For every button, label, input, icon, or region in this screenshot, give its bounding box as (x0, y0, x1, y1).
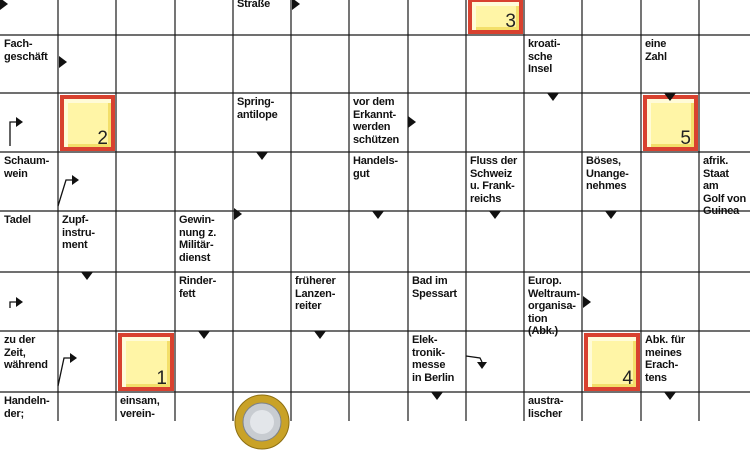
answer-cell[interactable] (58, 152, 116, 211)
clue-rinderfett: Rinder- fett (179, 275, 217, 300)
answer-cell[interactable] (291, 211, 349, 272)
answer-cell[interactable] (408, 211, 466, 272)
answer-cell[interactable] (408, 152, 466, 211)
clue-zu-der-zeit: zu der Zeit, während (4, 334, 48, 371)
answer-cell[interactable] (466, 93, 524, 152)
answer-cell[interactable] (524, 211, 582, 272)
solution-number: 5 (680, 128, 691, 149)
clue-lanzenreiter: früherer Lanzen- reiter (295, 275, 336, 312)
clue-zupfinstrument: Zupf- instru- ment (62, 214, 95, 251)
answer-cell[interactable] (116, 152, 175, 211)
answer-cell[interactable] (466, 392, 524, 421)
answer-cell[interactable] (291, 0, 349, 35)
answer-cell[interactable] (582, 392, 641, 421)
clue-handelsgut: Handels- gut (353, 155, 398, 180)
answer-cell[interactable] (58, 35, 116, 93)
answer-cell[interactable] (466, 35, 524, 93)
clue-schaumwein: Schaum- wein (4, 155, 50, 180)
answer-cell[interactable] (291, 35, 349, 93)
answer-cell[interactable] (291, 152, 349, 211)
solution-number: 3 (505, 11, 516, 32)
answer-cell[interactable] (116, 0, 175, 35)
answer-cell[interactable] (699, 93, 750, 152)
answer-cell[interactable] (699, 331, 750, 392)
answer-cell[interactable] (699, 0, 750, 35)
answer-cell[interactable] (58, 0, 116, 35)
clue-fachgeschaeft: Fach- geschäft (4, 38, 48, 63)
answer-cell[interactable] (524, 0, 582, 35)
clue-bad-spessart: Bad im Spessart (412, 275, 457, 300)
answer-cell[interactable] (641, 152, 699, 211)
answer-cell[interactable] (349, 331, 408, 392)
answer-cell[interactable] (641, 0, 699, 35)
answer-cell[interactable] (524, 93, 582, 152)
clue-boeses: Böses, Unange- nehmes (586, 155, 629, 192)
clue-fluss: Fluss der Schweiz u. Frank- reichs (470, 155, 518, 205)
answer-cell[interactable] (175, 35, 233, 93)
answer-cell[interactable] (466, 211, 524, 272)
solution-cell[interactable] (584, 333, 640, 391)
answer-cell[interactable] (291, 93, 349, 152)
solution-cell[interactable] (643, 95, 698, 151)
answer-cell[interactable] (116, 35, 175, 93)
answer-cell[interactable] (349, 0, 408, 35)
answer-cell[interactable] (582, 211, 641, 272)
clue-abk-erachtens: Abk. für meines Erach- tens (645, 334, 685, 384)
answer-cell[interactable] (699, 272, 750, 331)
answer-cell[interactable] (349, 392, 408, 421)
answer-cell[interactable] (408, 392, 466, 421)
answer-cell[interactable] (0, 0, 58, 35)
answer-cell[interactable] (349, 35, 408, 93)
answer-cell[interactable] (524, 331, 582, 392)
answer-cell[interactable] (175, 331, 233, 392)
answer-cell[interactable] (582, 93, 641, 152)
coin-highlight (250, 410, 274, 434)
answer-cell[interactable] (116, 211, 175, 272)
answer-cell[interactable] (641, 392, 699, 421)
solution-number: 2 (97, 128, 108, 149)
answer-cell[interactable] (408, 93, 466, 152)
answer-cell[interactable] (699, 35, 750, 93)
answer-cell[interactable] (175, 392, 233, 421)
answer-cell[interactable] (175, 93, 233, 152)
answer-cell[interactable] (349, 272, 408, 331)
answer-cell[interactable] (233, 152, 291, 211)
answer-cell[interactable] (641, 272, 699, 331)
answer-cell[interactable] (58, 331, 116, 392)
answer-cell[interactable] (408, 35, 466, 93)
solution-cell[interactable] (118, 333, 174, 391)
answer-cell[interactable] (524, 152, 582, 211)
clue-gewinnung: Gewin- nung z. Militär- dienst (179, 214, 217, 264)
solution-cell[interactable] (468, 0, 523, 34)
answer-cell[interactable] (699, 211, 750, 272)
answer-cell[interactable] (408, 0, 466, 35)
answer-cell[interactable] (291, 392, 349, 421)
answer-cell[interactable] (582, 35, 641, 93)
euro-coin-icon (233, 392, 293, 432)
answer-cell[interactable] (116, 272, 175, 331)
answer-cell[interactable] (582, 0, 641, 35)
answer-cell[interactable] (0, 93, 58, 152)
answer-cell[interactable] (641, 211, 699, 272)
answer-cell[interactable] (291, 331, 349, 392)
answer-cell[interactable] (233, 35, 291, 93)
answer-cell[interactable] (466, 331, 524, 392)
clue-kroatische-insel: kroati- sche Insel (528, 38, 561, 75)
clue-elektronikmesse: Elek- tronik- messe in Berlin (412, 334, 455, 384)
answer-cell[interactable] (233, 211, 291, 272)
solution-cell[interactable] (60, 95, 115, 151)
clue-handelnder: Handeln- der; (4, 395, 50, 420)
solution-number: 1 (156, 368, 167, 389)
answer-cell[interactable] (116, 93, 175, 152)
answer-cell[interactable] (233, 331, 291, 392)
answer-cell[interactable] (175, 0, 233, 35)
clue-einsam: einsam, verein- (120, 395, 160, 420)
answer-cell[interactable] (466, 272, 524, 331)
answer-cell[interactable] (58, 272, 116, 331)
clue-springantilope: Spring- antilope (237, 96, 278, 121)
answer-cell[interactable] (58, 392, 116, 421)
answer-cell[interactable] (699, 392, 750, 421)
clue-australischer: austra- lischer (528, 395, 564, 420)
answer-cell[interactable] (349, 211, 408, 272)
clue-tadel: Tadel (4, 214, 31, 226)
clue-vor-dem-erkanntwerden: vor dem Erkannt- werden schützen (353, 96, 400, 146)
answer-cell[interactable] (0, 272, 58, 331)
clue-strasse: Straße (237, 0, 271, 10)
answer-cell[interactable] (233, 272, 291, 331)
clue-esa: Europ. Weltraum- organisa- tion (Abk.) (528, 275, 580, 337)
clue-eine-zahl: eine Zahl (645, 38, 667, 63)
clue-afrik-staat: afrik. Staat am Golf von Guinea (703, 155, 747, 217)
solution-number: 4 (622, 368, 633, 389)
answer-cell[interactable] (582, 272, 641, 331)
answer-cell[interactable] (175, 152, 233, 211)
